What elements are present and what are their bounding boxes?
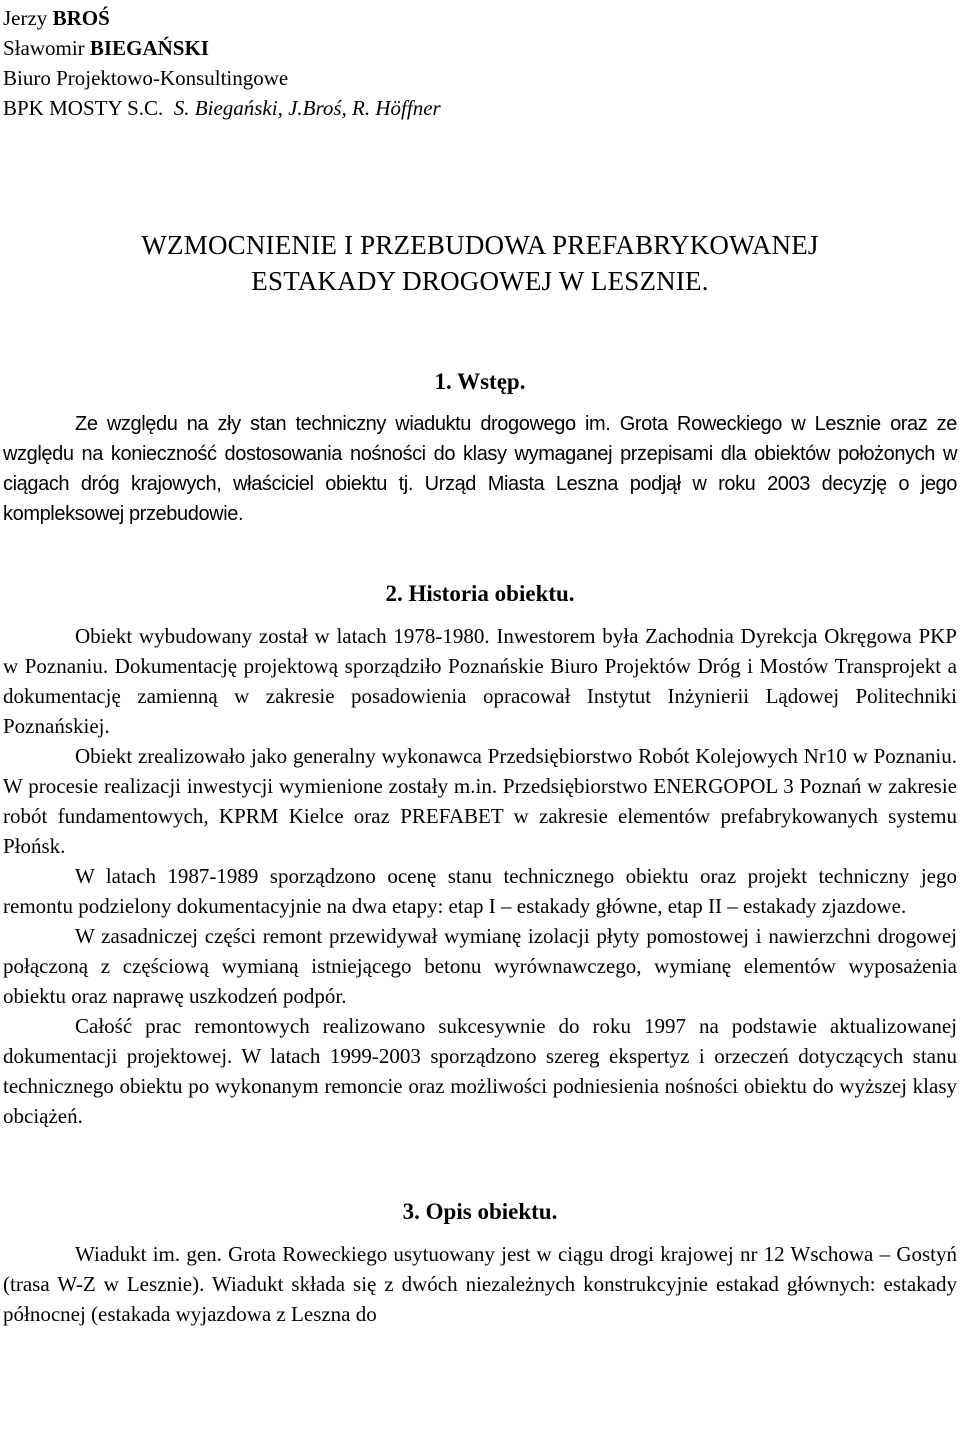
section-1-paragraph-1: Ze względu na zły stan techniczny wiaduktu drogowego im. Grota Roweckiego w Lesznie oraz ze względu na konieczność dostosowania nośności do klasy wymaganej przepisami dla obiektów położonych w ciągach dróg krajowych, właściciel obiektu tj. Urząd Miasta Leszna podjął w roku 2003 decyzję o jego kompleksowej przebudowie. [3,413,957,525]
author-2-first-name: Sławomir [3,36,85,60]
section-2-paragraph-1: Obiekt wybudowany został w latach 1978-1980. Inwestorem była Zachodnia Dyrekcja Okręgowa PKP w Poznaniu. Dokumentację projektową sporządziło Poznańskie Biuro Projektów Dróg i Mostów Transprojekt a dokumentację zamienną w zakresie posadowienia opracował Instytut Inżynierii Lądowej Politechniki Poznańskiej. [3,624,957,738]
author-2-last-name: BIEGAŃSKI [89,36,209,60]
section-3-heading: 3. Opis obiektu. [402,1199,558,1224]
organization-2-name: BPK MOSTY S.C. [3,96,164,120]
author-2 [3,33,957,63]
author-header [3,0,957,123]
section-2-paragraph-4: W zasadniczej części remont przewidywał wymianę izolacji płyty pomostowej i nawierzchni drogowej połączoną z częściową wymianą istniejącego betonu wyrównawczego, wymianę elementów wyposażenia obiektu oraz naprawę uszkodzeń podpór. [3,924,957,1008]
author-1-first-name: Jerzy [3,6,48,30]
section-2-paragraph-3: W latach 1987-1989 sporządzono ocenę stanu technicznego obiektu oraz projekt techniczny jego remontu podzielony dokumentacyjnie na dwa etapy: etap I – estakady główne, etap II – estakady zjazdowe. [3,864,957,918]
author-1 [3,3,957,33]
section-1-heading: 1. Wstęp. [434,369,526,394]
section-2-paragraph-2: Obiekt zrealizowało jako generalny wykonawca Przedsiębiorstwo Robót Kolejowych Nr10 w Poznaniu. W procesie realizacji inwestycji wymienione zostały m.in. Przedsiębiorstwo ENERGOPOL 3 Poznań w zakresie robót fundamentowych, KPRM Kielce oraz PREFABET w zakresie elementów prefabrykowanych systemu Płońsk. [3,744,957,858]
author-1-last-name: BROŚ [52,6,110,30]
title-line-1: WZMOCNIENIE I PRZEBUDOWA PREFABRYKOWANEJ [141,230,819,260]
organization-1: Biuro Projektowo-Konsultingowe [3,66,289,90]
title-line-2: ESTAKADY DROGOWEJ W LESZNIE. [251,266,709,296]
organization-2-people: S. Biegański, J.Broś, R. Höffner [173,96,441,120]
organization-2 [3,93,957,123]
section-3-paragraph-1: Wiadukt im. gen. Grota Roweckiego usytuowany jest w ciągu drogi krajowej nr 12 Wschowa – Gostyń (trasa W-Z w Lesznie). Wiadukt składa się z dwóch niezależnych konstrukcyjnie estakad głównych: estakady północnej (estakada wyjazdowa z Leszna do [3,1242,957,1326]
document-title [3,227,957,299]
section-2-paragraph-5: Całość prac remontowych realizowano sukcesywnie do roku 1997 na podstawie aktualizowanej dokumentacji projektowej. W latach 1999-2003 sporządzono szereg ekspertyz i orzeczeń dotyczących stanu technicznego obiektu po wykonanym remoncie oraz możliwości podniesienia nośności obiektu do wyższej klasy obciążeń. [3,1014,957,1128]
section-2-heading: 2. Historia obiektu. [385,581,575,606]
